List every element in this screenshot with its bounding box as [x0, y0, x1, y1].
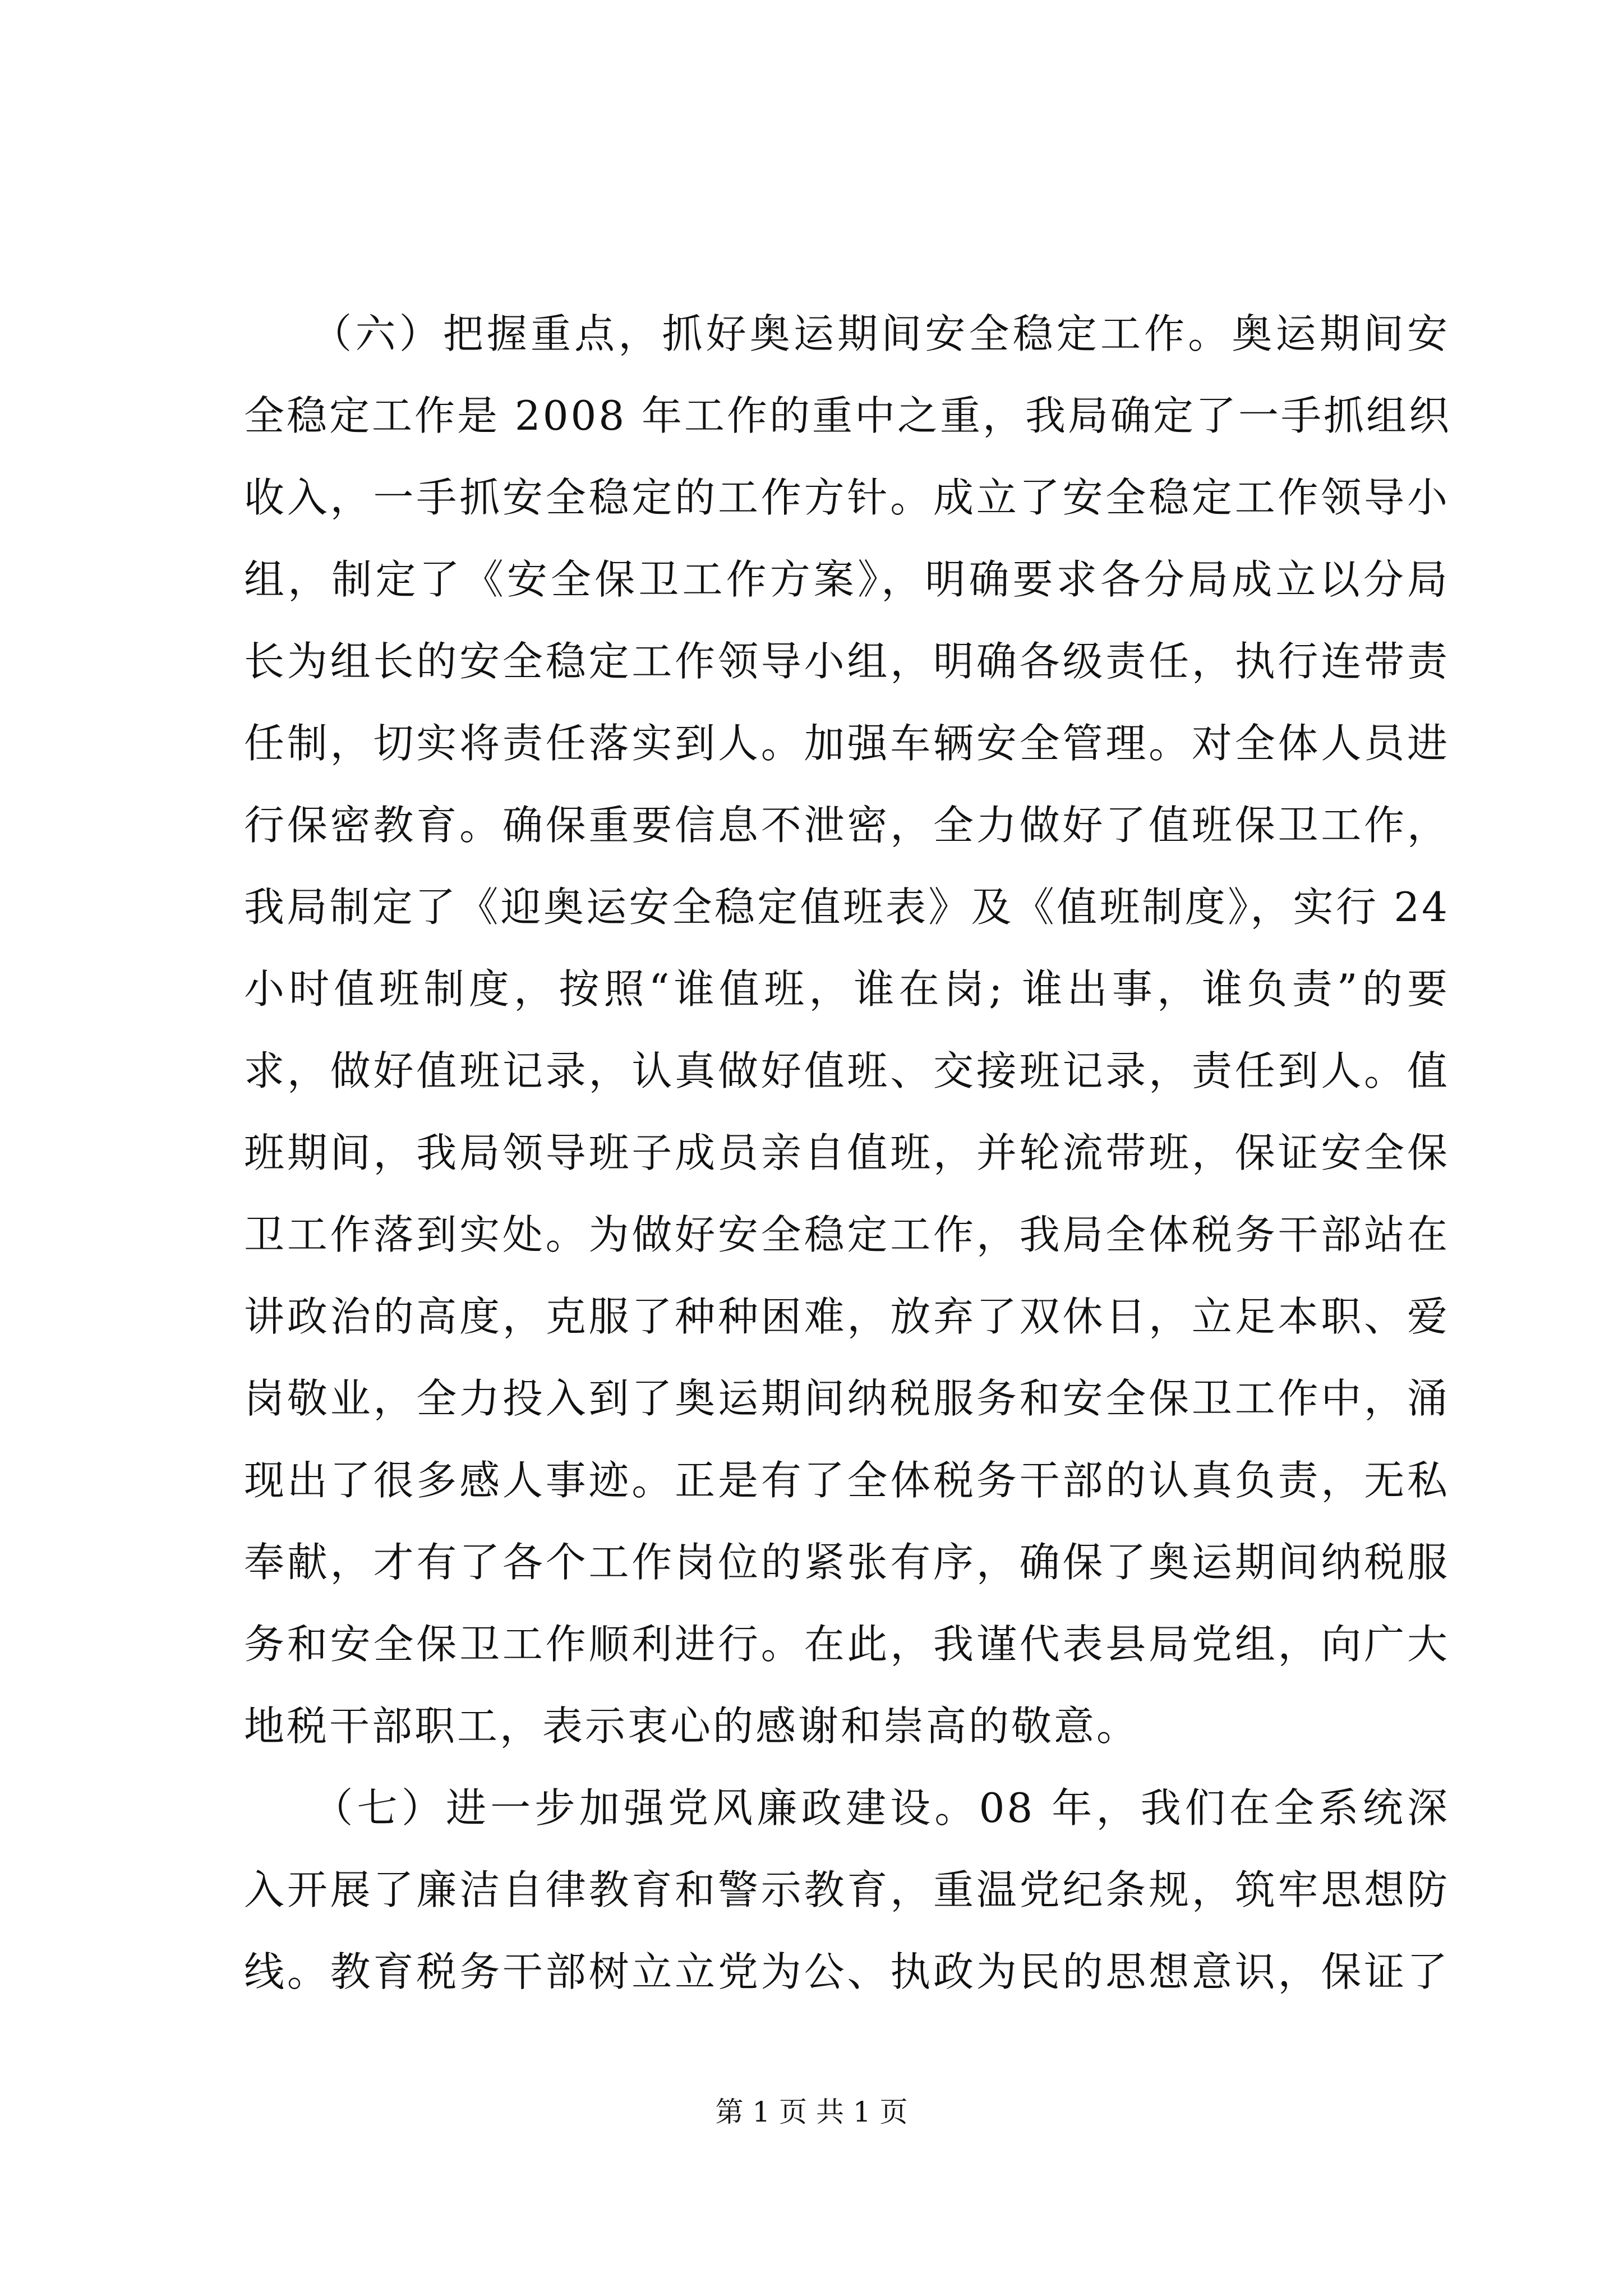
text-line: 我局制定了《迎奥运安全稳定值班表》及《值班制度》，实行 24	[244, 884, 1450, 931]
text-line: 线。教育税务干部树立立党为公、执政为民的思想意识，保证了	[244, 1948, 1450, 1995]
text-line: 卫工作落到实处。为做好安全稳定工作，我局全体税务干部站在	[244, 1211, 1450, 1258]
text-line: 长为组长的安全稳定工作领导小组，明确各级责任，执行连带责	[244, 638, 1450, 685]
text-line: 行保密教育。确保重要信息不泄密，全力做好了值班保卫工作，	[244, 802, 1450, 849]
text-line: （六）把握重点，抓好奥运期间安全稳定工作。奥运期间安	[244, 310, 1450, 357]
text-line: （七）进一步加强党风廉政建设。08 年，我们在全系统深	[244, 1784, 1450, 1832]
text-line: 奉献，才有了各个工作岗位的紧张有序，确保了奥运期间纳税服	[244, 1539, 1450, 1586]
text-line: 收入，一手抓安全稳定的工作方针。成立了安全稳定工作领导小	[244, 474, 1450, 521]
text-line: 小时值班制度，按照“谁值班，谁在岗; 谁出事，谁负责”的要	[244, 965, 1450, 1013]
text-line: 地税干部职工，表示衷心的感谢和崇高的敬意。	[244, 1703, 1140, 1750]
text-line: 班期间，我局领导班子成员亲自值班，并轮流带班，保证安全保	[244, 1129, 1450, 1176]
page-footer: 第 1 页 共 1 页	[715, 2096, 908, 2128]
text-line: 全稳定工作是 2008 年工作的重中之重，我局确定了一手抓组织	[244, 392, 1452, 439]
text-line: 组，制定了《安全保卫工作方案》，明确要求各分局成立以分局	[244, 556, 1450, 603]
text-line: 岗敬业，全力投入到了奥运期间纳税服务和安全保卫工作中，涌	[244, 1375, 1450, 1422]
text-line: 讲政治的高度，克服了种种困难，放弃了双休日，立足本职、爱	[244, 1293, 1450, 1340]
text-line: 入开展了廉洁自律教育和警示教育，重温党纪条规，筑牢思想防	[244, 1866, 1450, 1913]
text-line: 现出了很多感人事迹。正是有了全体税务干部的认真负责，无私	[244, 1457, 1450, 1504]
text-line: 务和安全保卫工作顺利进行。在此，我谨代表县局党组，向广大	[244, 1621, 1450, 1668]
text-line: 求，做好值班记录，认真做好值班、交接班记录，责任到人。值	[244, 1047, 1450, 1094]
text-line: 任制，切实将责任落实到人。加强车辆安全管理。对全体人员进	[244, 720, 1450, 767]
